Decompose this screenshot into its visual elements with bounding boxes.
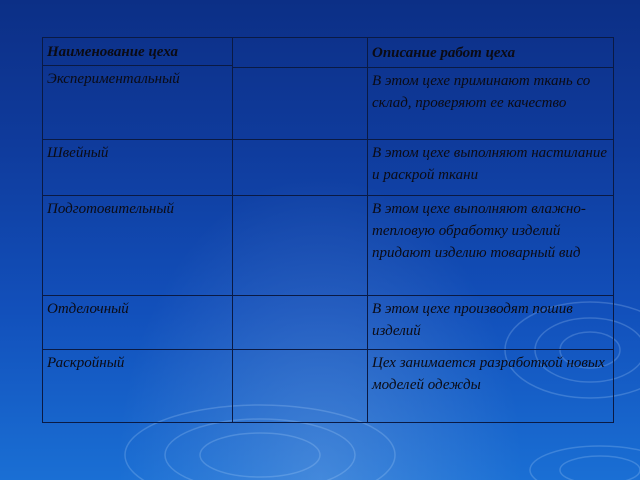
name-cell-0 (43, 66, 233, 140)
header-name-label: Наименование цеха (47, 44, 179, 60)
description-cell-0 (368, 68, 614, 140)
workshop-description: В этом цехе приминают ткань со склад, проверяют ее качество (372, 73, 591, 111)
blank-cell-1 (233, 140, 368, 196)
table-header-row (43, 38, 614, 66)
header-description-label: Описание работ цеха (372, 45, 516, 61)
workshop-name: Экспериментальный (47, 71, 180, 87)
name-cell-4 (43, 350, 233, 423)
workshop-name: Отделочный (47, 301, 129, 317)
blank-cell-0 (233, 68, 368, 140)
workshop-description: Цех занимается разработкой новых моделей одежды (372, 355, 605, 393)
workshop-description: В этом цехе производят пошив изделий (372, 301, 573, 339)
blank-cell-2 (233, 196, 368, 296)
description-cell-1 (368, 140, 614, 196)
header-name-cell (43, 38, 233, 66)
name-cell-2 (43, 196, 233, 296)
description-cell-2 (368, 196, 614, 296)
workshop-description: В этом цехе выполняют настилание и раскрой ткани (372, 145, 607, 183)
table-row (43, 350, 614, 423)
blank-header-cell (233, 38, 368, 68)
name-cell-1 (43, 140, 233, 196)
workshops-table (42, 37, 614, 423)
workshop-name: Подготовительный (47, 201, 175, 217)
description-cell-3 (368, 296, 614, 350)
table-row (43, 140, 614, 196)
table-row (43, 296, 614, 350)
blank-cell-3 (233, 296, 368, 350)
name-cell-3 (43, 296, 233, 350)
workshop-name: Раскройный (47, 355, 125, 371)
workshop-description: В этом цехе выполняют влажно-тепловую обработку изделий придают изделию товарный вид (372, 201, 586, 261)
description-cell-4 (368, 350, 614, 423)
workshop-name: Швейный (47, 145, 109, 161)
header-description-cell (368, 38, 614, 68)
blank-cell-4 (233, 350, 368, 423)
table-row (43, 196, 614, 296)
